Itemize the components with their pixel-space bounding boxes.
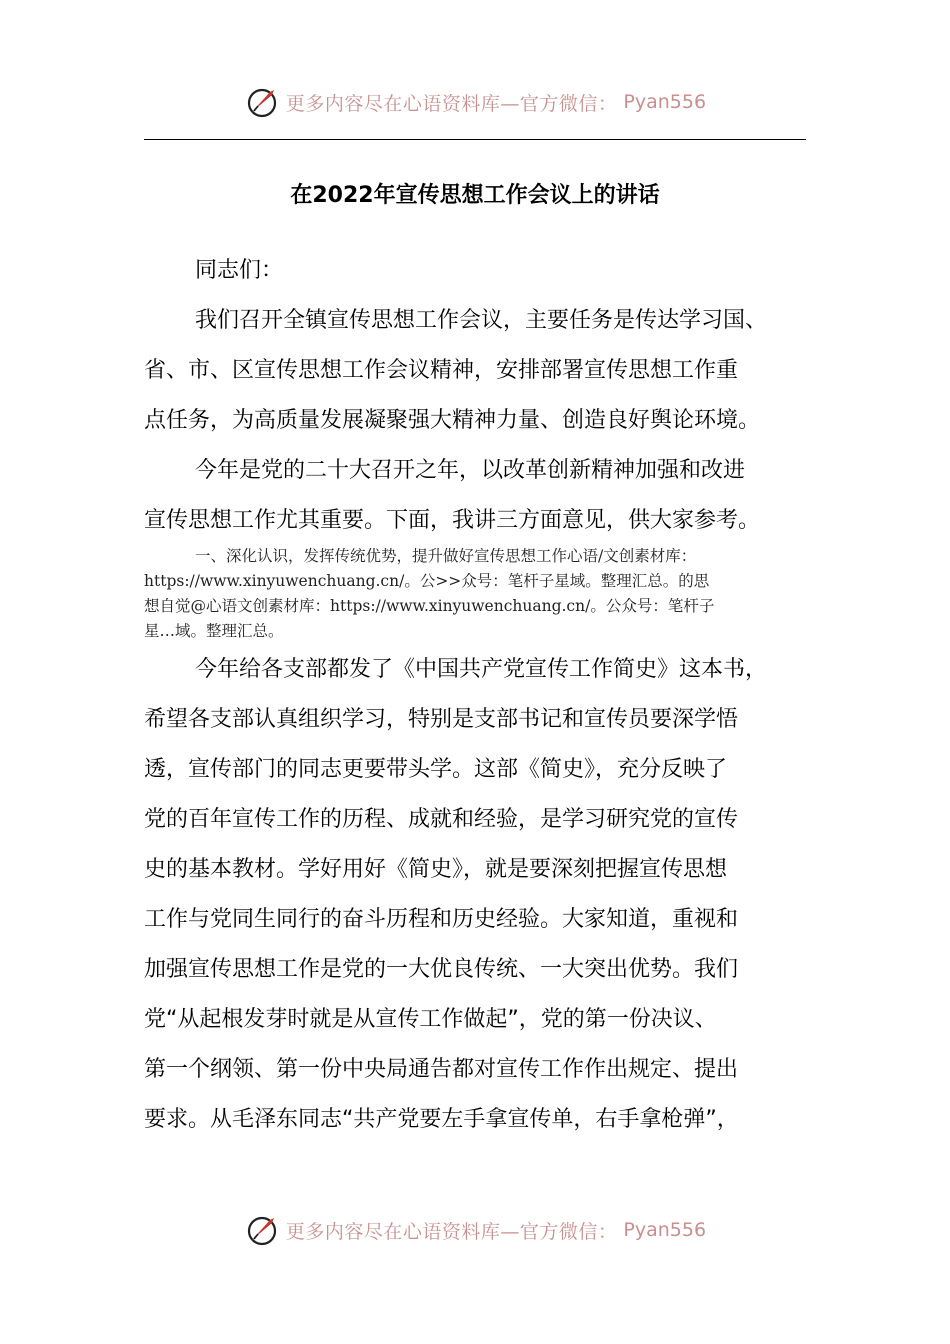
section-heading-note: https://www.xinyuwenchuang.cn/。公>>众号：笔杆子星域。整理汇总。的思 <box>144 572 710 590</box>
document-title: 在2022年宣传思想工作会议上的讲话 <box>290 183 660 208</box>
watermark-id: Pyan556 <box>623 91 707 113</box>
paragraph-line: 第一个纲领、第一份中央局通告都对宣传工作作出规定、提出 <box>144 1057 739 1082</box>
paragraph-line: 今年给各支部都发了《中国共产党宣传工作简史》这本书， <box>195 657 768 682</box>
paragraph-line: 透，宣传部门的同志更要带头学。这部《简史》，充分反映了 <box>144 757 728 782</box>
header-divider <box>144 139 806 140</box>
quill-logo-icon <box>244 1212 280 1248</box>
section-heading-note: 想自觉@心语文创素材库：https://www.xinyuwenchuang.cn/。公众号：笔杆子 <box>144 597 715 615</box>
watermark-text: 更多内容尽在心语资料库—官方微信： <box>285 92 618 115</box>
paragraph-line: 宣传思想工作尤其重要。下面，我讲三方面意见，供大家参考。 <box>144 508 761 533</box>
paragraph-line: 今年是党的二十大召开之年，以改革创新精神加强和改进 <box>195 458 746 483</box>
paragraph-line: 省、市、区宣传思想工作会议精神，安排部署宣传思想工作重 <box>144 358 739 383</box>
salutation: 同志们： <box>195 258 284 283</box>
paragraph-line: 加强宣传思想工作是党的一大优良传统、一大突出优势。我们 <box>144 957 739 982</box>
section-heading-note: 星…域。整理汇总。 <box>144 622 284 640</box>
paragraph-line: 党“从起根发芽时就是从宣传工作做起”，党的第一份决议、 <box>144 1007 717 1032</box>
footer-watermark <box>0 1210 950 1250</box>
quill-logo-icon <box>244 84 280 120</box>
watermark-text: 更多内容尽在心语资料库—官方微信： <box>285 1220 618 1243</box>
paragraph-line: 点任务，为高质量发展凝聚强大精神力量、创造良好舆论环境。 <box>144 408 761 433</box>
paragraph-line: 工作与党同生同行的奋斗历程和历史经验。大家知道，重视和 <box>144 907 739 932</box>
paragraph-line: 史的基本教材。学好用好《简史》，就是要深刻把握宣传思想 <box>144 857 728 882</box>
watermark-id: Pyan556 <box>623 1219 707 1241</box>
header-watermark <box>0 82 950 122</box>
paragraph-line: 希望各支部认真组织学习，特别是支部书记和宣传员要深学悟 <box>144 707 739 732</box>
paragraph-line: 我们召开全镇宣传思想工作会议，主要任务是传达学习国、 <box>195 308 768 333</box>
paragraph-line: 党的百年宣传工作的历程、成就和经验，是学习研究党的宣传 <box>144 807 739 832</box>
paragraph-line: 要求。从毛泽东同志“共产党要左手拿宣传单，右手拿枪弹”， <box>144 1107 739 1132</box>
section-heading-note: 一、深化认识，发挥传统优势，提升做好宣传思想工作心语/文创素材库： <box>195 547 697 565</box>
